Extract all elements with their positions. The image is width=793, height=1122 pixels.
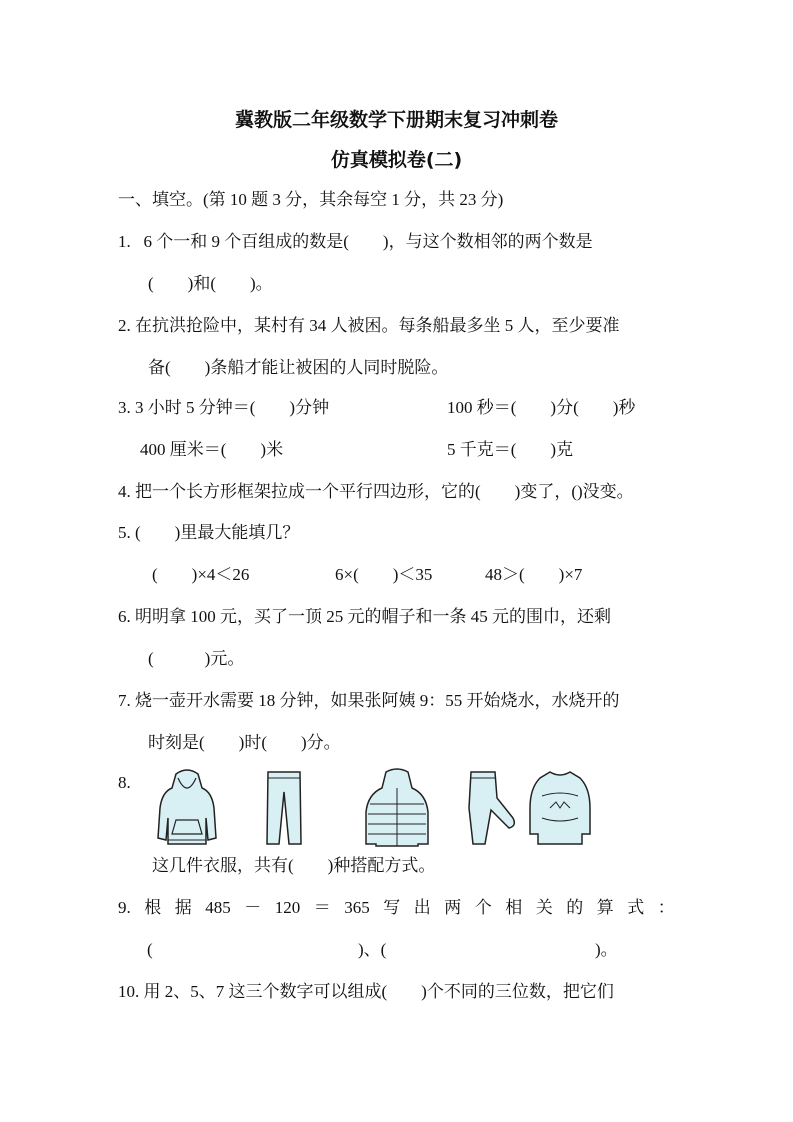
question-2: 2. 在抗洪抢险中，某村有 34 人被困。每条船最多坐 5 人，至少要准 xyxy=(118,316,620,335)
q9-word: 9. xyxy=(118,898,131,917)
question-5c: 48＞( )×7 xyxy=(485,565,583,584)
question-8-number: 8. xyxy=(118,773,131,792)
q9-word: 485 xyxy=(205,898,231,917)
question-1-cont: ( )和( )。 xyxy=(148,274,273,293)
page-title: 冀教版二年级数学下册期末复习冲刺卷 xyxy=(234,109,558,131)
sweater-icon xyxy=(528,768,592,848)
q9-word: － xyxy=(244,898,262,917)
question-5: 5. ( )里最大能填几？ xyxy=(118,523,300,542)
hoodie-icon xyxy=(156,768,218,848)
question-6: 6. 明明拿 100 元，买了一顶 25 元的帽子和一条 45 元的围巾，还剩 xyxy=(118,607,611,626)
question-3d: 5 千克＝( )克 xyxy=(447,440,574,459)
q9-word: 根 xyxy=(144,898,162,917)
question-7: 7. 烧一壶开水需要 18 分钟，如果张阿姨 9：55 开始烧水，水烧开的 xyxy=(118,691,620,710)
question-6-cont: ( )元。 xyxy=(148,649,245,668)
q9-word: 据 xyxy=(174,898,192,917)
q9-word: 出 xyxy=(413,898,431,917)
q9-word: 相 xyxy=(505,898,523,917)
page-subtitle: 仿真模拟卷(二) xyxy=(330,149,463,171)
section-heading: 一、填空。(第 10 题 3 分，其余每空 1 分，共 23 分) xyxy=(118,190,504,209)
question-8: 这几件衣服，共有( )种搭配方式。 xyxy=(152,856,436,875)
question-3b: 100 秒＝( )分( )秒 xyxy=(447,398,636,417)
question-7-cont: 时刻是( )时( )分。 xyxy=(148,733,341,752)
question-5b: 6×( )＜35 xyxy=(335,565,433,584)
question-9 xyxy=(118,897,675,919)
question-4: 4. 把一个长方形框架拉成一个平行四边形，它的( )变了，()没变。 xyxy=(118,482,634,501)
q9-word: ＝ xyxy=(313,898,331,917)
q9-blank-middle: )、( xyxy=(358,940,387,959)
q9-word: 的 xyxy=(566,898,584,917)
question-3c: 400 厘米＝( )米 xyxy=(140,440,284,459)
question-1: 1. 6 个一和 9 个百组成的数是( )，与这个数相邻的两个数是 xyxy=(118,232,593,251)
q9-word: 两 xyxy=(444,898,462,917)
question-10: 10. 用 2、5、7 这三个数字可以组成( )个不同的三位数，把它们 xyxy=(118,982,614,1001)
question-2-cont: 备( )条船才能让被困的人同时脱险。 xyxy=(148,358,449,377)
q9-word: 关 xyxy=(535,898,553,917)
q9-word: 式 xyxy=(627,898,645,917)
jeans-icon xyxy=(265,768,303,848)
q9-word: 个 xyxy=(474,898,492,917)
q9-word: 写 xyxy=(383,898,401,917)
q9-word: 365 xyxy=(344,898,370,917)
q9-word: ： xyxy=(657,898,675,917)
question-5a: ( )×4＜26 xyxy=(152,565,250,584)
q9-word: 120 xyxy=(274,898,301,917)
puffer-jacket-icon xyxy=(362,768,432,848)
sweatpants-icon xyxy=(463,768,518,848)
q9-blank-open: ( xyxy=(147,940,153,959)
q9-blank-close: )。 xyxy=(595,940,618,959)
q9-word: 算 xyxy=(596,898,614,917)
question-3a: 3. 3 小时 5 分钟＝( )分钟 xyxy=(118,398,330,417)
